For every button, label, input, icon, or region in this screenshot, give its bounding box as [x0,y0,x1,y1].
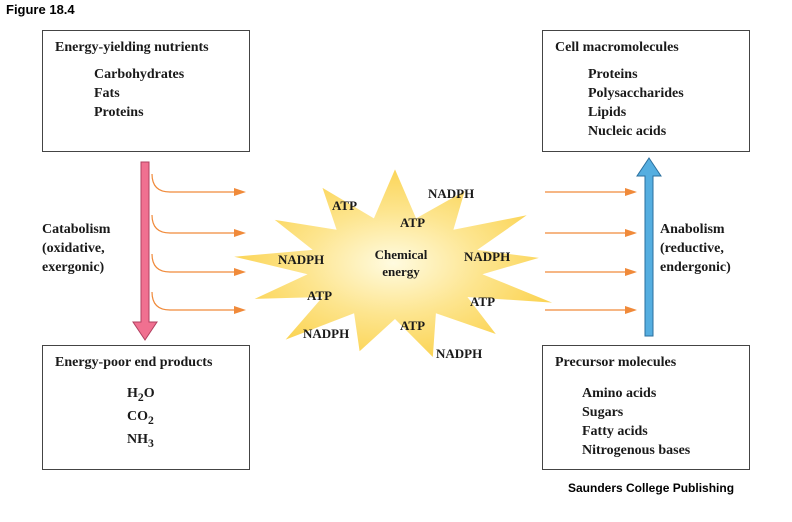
catabolism-arrow [133,162,157,340]
flow-arrowhead [234,306,246,314]
box-title: Cell macromolecules [555,40,679,55]
catabolism-flow-arrows [152,174,246,314]
nutrient-list [94,65,184,122]
flow-arrow-line [152,215,235,233]
list-item: Fats [94,86,120,101]
flow-arrowhead [625,306,637,314]
nadph-label: NADPH [464,249,511,264]
figure-label: Figure 18.4 [6,2,75,17]
energy-poor-end-products-box [42,345,250,470]
list-item: Nitrogenous bases [582,443,691,458]
box-title: Energy-yielding nutrients [55,40,209,55]
formula-nh3: $NH_3$ [127,431,154,450]
list-item: Carbohydrates [94,67,185,82]
flow-arrowhead [625,268,637,276]
catabolism-label: Catabolism (oxidative, exergonic) [42,222,111,275]
flow-arrowhead [625,188,637,196]
formula-co2: $CO_2$ [127,408,154,427]
nadph-label: NADPH [436,346,483,361]
flow-arrowhead [234,188,246,196]
list-item: Proteins [588,67,638,82]
atp-label: ATP [470,294,496,309]
flow-arrow-line [152,254,235,272]
precursor-list [582,384,690,460]
flow-arrowhead [234,268,246,276]
list-item: Amino acids [582,386,657,401]
list-item: Fatty acids [582,424,648,439]
atp-label: ATP [332,198,358,213]
atp-label: ATP [400,215,426,230]
end-product-list [127,384,155,452]
list-item: Sugars [582,405,624,420]
anabolism-flow-arrows [545,188,637,314]
box-title: Energy-poor end products [55,355,213,370]
macromolecule-list [588,65,684,141]
anabolism-label: Anabolism (reductive, endergonic) [660,222,731,275]
flow-arrowhead [625,229,637,237]
flow-arrowhead [234,229,246,237]
nadph-label: NADPH [278,252,325,267]
formula-h2o: $H_2O$ [127,386,155,404]
anabolism-arrow [637,158,661,336]
list-item: Nucleic acids [588,124,667,139]
list-item: Lipids [588,105,627,120]
cell-macromolecules-box [542,30,750,152]
list-item: Proteins [94,105,144,120]
list-item: Polysaccharides [588,86,684,101]
energy-yielding-nutrients-box [42,30,250,152]
flow-arrow-line [152,292,235,310]
publisher-credit: Saunders College Publishing [568,481,735,495]
precursor-molecules-box [542,345,750,470]
atp-label: ATP [400,318,426,333]
atp-label: ATP [307,288,333,303]
flow-arrow-line [152,174,235,192]
nadph-label: NADPH [303,326,350,341]
nadph-label: NADPH [428,186,475,201]
chemical-energy-label: Chemical energy [374,247,428,279]
box-title: Precursor molecules [555,355,677,370]
